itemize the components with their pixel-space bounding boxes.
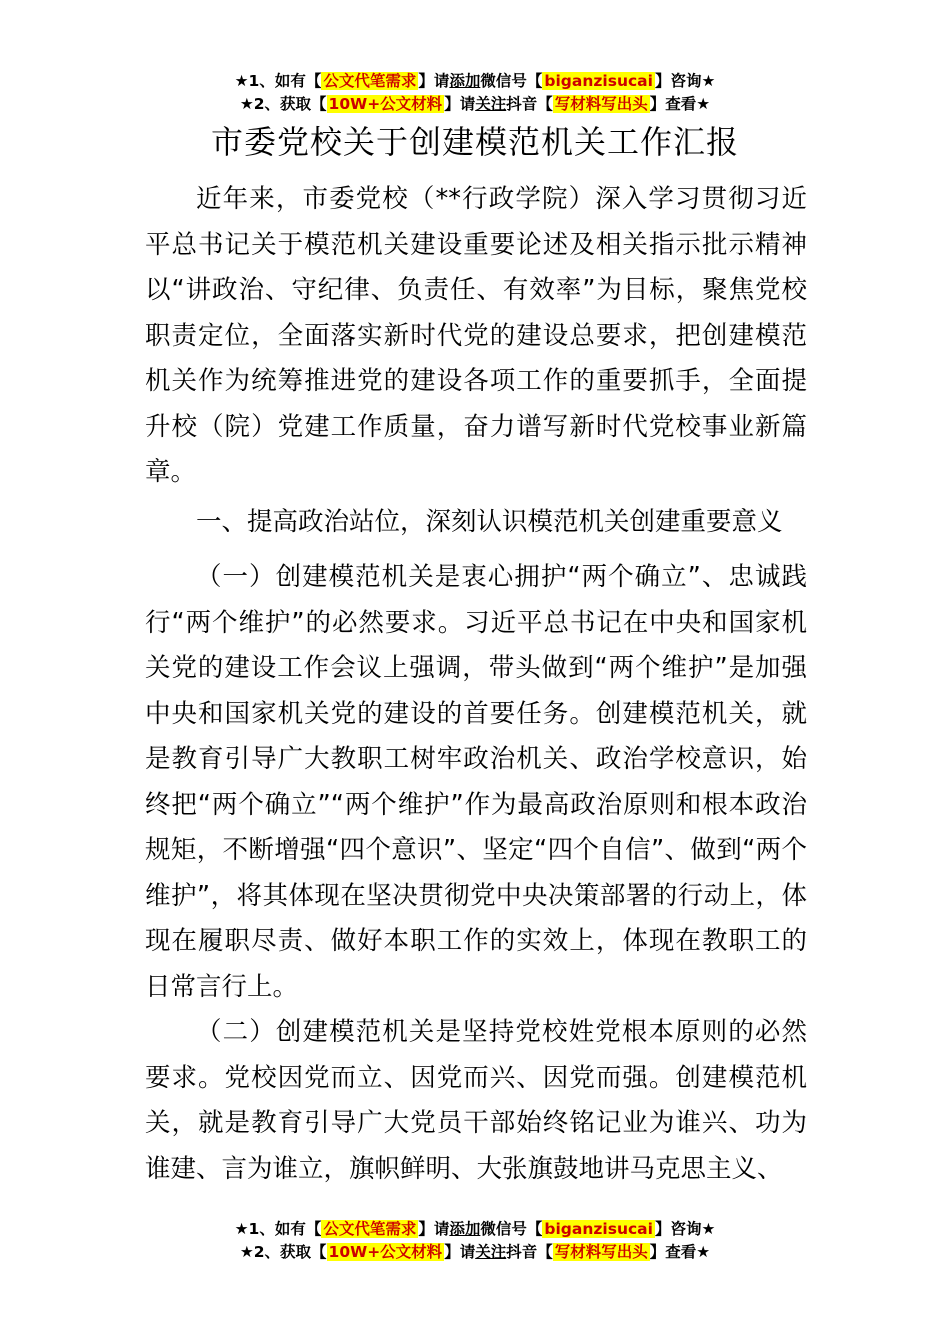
promo-line-2: ★2、获取【 10W+公文材料 】请关注抖音【 写材料写出头 】查看★ (239, 95, 711, 113)
section-heading-1: 一、提高政治站位，深刻认识模范机关创建重要意义 (196, 507, 783, 537)
promo-banner-bottom (0, 1218, 950, 1264)
highlight-douyin-account: 写材料写出头 (554, 95, 648, 113)
paragraph-point-2: （二）创建模范机关是坚持党校姓党根本原则的必然要求。党校因党而立、因党而兴、因党而强。创建模范机关，就是教育引导广大党员干部始终铭记业为谁兴、功为谁建、言为谁立，旗帜鲜明、大张旗鼓地讲马克思主义、 (145, 1017, 807, 1184)
promo-line-2: ★2、获取【 10W+公文材料 】请关注抖音【 写材料写出头 】查看★ (239, 1243, 711, 1261)
highlight-service: 公文代笔需求 (323, 1220, 417, 1238)
highlight-douyin-account: 写材料写出头 (554, 1243, 648, 1261)
promo-line-1: ★1、如有【 公文代笔需求 】请添加微信号【 biganzisucai 】咨询★ (234, 1220, 716, 1238)
promo-banner-top (0, 70, 950, 116)
highlight-wechat-id: biganzisucai (544, 72, 653, 90)
highlight-materials: 10W+公文材料 (328, 95, 443, 113)
paragraph-intro: 近年来，市委党校（**行政学院）深入学习贯彻习近平总书记关于模范机关建设重要论述及相关指示批示精神以“讲政治、守纪律、负责任、有效率”为目标，聚焦党校职责定位，全面落实新时代党的建设总要求，把创建模范机关作为统筹推进党的建设各项工作的重要抓手，全面提升校（院）党建工作质量，奋力谱写新时代党校事业新篇章。 (145, 184, 807, 487)
document-title: 市委党校关于创建模范机关工作汇报 (210, 123, 739, 161)
promo-line-1: ★1、如有【 公文代笔需求 】请添加微信号【 biganzisucai 】咨询★ (234, 72, 716, 90)
highlight-materials: 10W+公文材料 (328, 1243, 443, 1261)
highlight-service: 公文代笔需求 (323, 72, 417, 90)
highlight-wechat-id: biganzisucai (544, 1220, 653, 1238)
paragraph-point-1: （一）创建模范机关是衷心拥护“两个确立”、忠诚践行“两个维护”的必然要求。习近平总书记在中央和国家机关党的建设工作会议上强调，带头做到“两个维护”是加强中央和国家机关党的建设的首要任务。创建模范机关，就是教育引导广大教职工树牢政治机关、政治学校意识，始终把“两个确立”“两个维护”作为最高政治原则和根本政治规矩，不断增强“四个意识”、坚定“四个自信”、做到“两个维护”，将其体现在坚决贯彻党中央决策部署的行动上，体现在履职尽责、做好本职工作的实效上，体现在教职工的日常言行上。 (145, 562, 807, 1002)
